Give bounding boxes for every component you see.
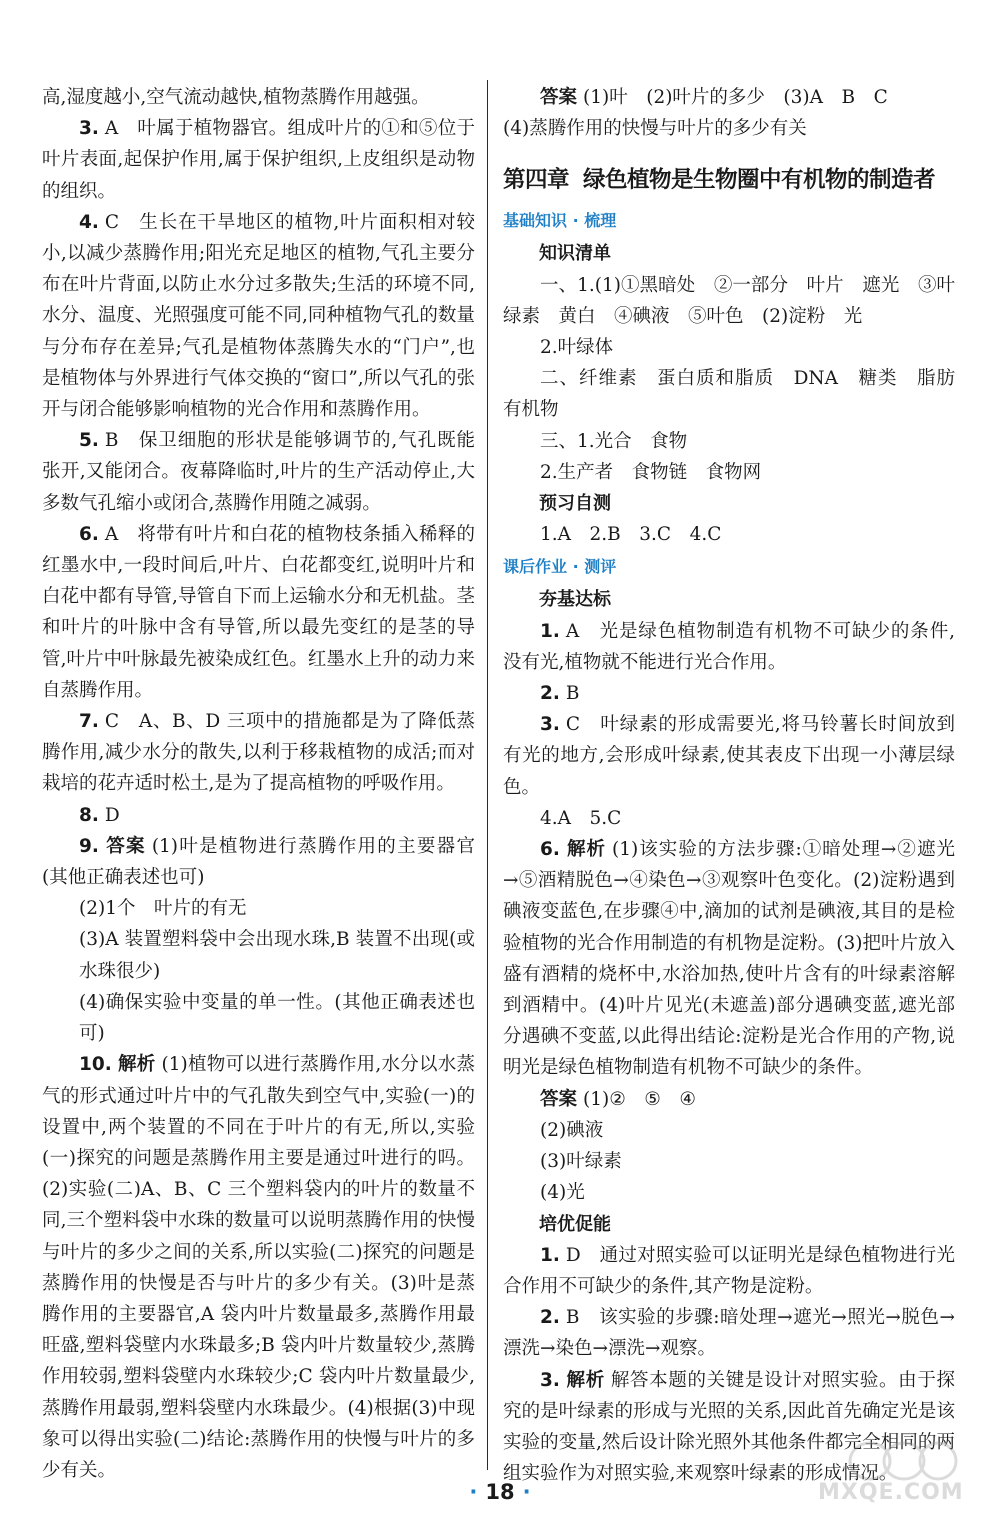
section-heading: 课后作业 · 测评 xyxy=(503,557,617,577)
item-text: D 通过对照实验可以证明光是绿色植物进行光合作用不可缺少的条件,其产物是淀粉。 xyxy=(503,1244,955,1297)
folio-dot: · xyxy=(469,1480,478,1504)
left-column xyxy=(42,82,475,1486)
answer-item-5 xyxy=(42,425,475,519)
item-number: 1. xyxy=(540,1244,560,1266)
sub-answer: (3)叶绿素 xyxy=(540,1151,622,1173)
item-text: (1)植物可以进行蒸腾作用,水分以水蒸气的形式通过叶片中的气孔散失到空气中,实验(一)的设置中,两个装置的不同在于叶片的有无,所以,实验(一)探究的问题是蒸腾作用主要是通过叶进行的吗。(2)实验(二)A、B、C 三个塑料袋内的叶片的数量不同,三个塑料袋中水珠的数量可以说明蒸腾作用的快慢与叶片的多少之间的关系,所以实验(二)探究的问题是蒸腾作用的快慢是否与叶片的多少有关。(3)叶是蒸腾作用的主要器官,A 袋内叶片数量最多,蒸腾作用最旺盛,塑料袋壁内水珠最多;B 袋内叶片数量较少,蒸腾作用较弱,塑料袋壁内水珠较少;C 袋内叶片数量最少,蒸腾作用最弱,塑料袋壁内水珠最少。(4)根据(3)中现象可以得出实验(二)结论:蒸腾作用的快慢与叶片的多少有关。 xyxy=(42,1054,475,1481)
item-number: 3. xyxy=(540,714,560,736)
item-number: 1. xyxy=(540,620,560,642)
knowledge-line: 二、纤维素 蛋白质和脂质 DNA 糖类 脂肪 有机物 xyxy=(503,368,974,421)
item-number: 8. xyxy=(79,804,99,826)
item-text: C A、B、D 三项中的措施都是为了降低蒸腾作用,减少水分的散失,以利于移栽植物的成活;而对栽培的花卉适时松土,是为了提高植物的呼吸作用。 xyxy=(42,711,475,795)
item-text: B xyxy=(565,683,580,705)
item-number: 9. xyxy=(79,835,99,857)
page-number-value: 18 xyxy=(485,1480,515,1504)
knowledge-line: 2.叶绿体 xyxy=(540,337,614,359)
item-number: 3. xyxy=(540,1369,560,1391)
answer-line xyxy=(503,82,955,113)
answer-item xyxy=(503,709,955,803)
section-heading: 基础知识 · 梳理 xyxy=(503,211,617,231)
answer-text: (1)叶 (2)叶片的多少 (3)A B C xyxy=(583,87,888,108)
item-number: 2. xyxy=(540,1307,560,1329)
answer-label: 答案 xyxy=(104,835,146,857)
answer-item-7 xyxy=(42,706,475,800)
answer-item-4 xyxy=(42,207,475,425)
item-number: 5. xyxy=(79,430,99,452)
sub-answer: (4)光 xyxy=(540,1182,585,1204)
item-text: B 该实验的步骤:暗处理→遮光→照光→脱色→漂洗→染色→漂洗→观察。 xyxy=(503,1307,955,1360)
analysis-label: 解析 xyxy=(565,1369,605,1391)
answer-line: (4)蒸腾作用的快慢与叶片的多少有关 xyxy=(503,118,807,140)
chapter-number: 第四章 xyxy=(503,167,570,194)
sub-answer: (4)确保实验中变量的单一性。(其他正确表述也可) xyxy=(79,991,475,1045)
sub-answer: (2)碘液 xyxy=(540,1119,604,1141)
analysis-label: 解析 xyxy=(565,839,607,861)
watermark-logo-icon xyxy=(848,1440,958,1482)
knowledge-line: 一、1.(1)①黑暗处 ②一部分 叶片 遮光 ③叶绿素 黄白 ④碘液 ⑤叶色 (2)淀粉 光 xyxy=(503,274,955,327)
item-text: (1)叶是植物进行蒸腾作用的主要器官(其他正确表述也可) xyxy=(42,835,475,889)
item-text: A 将带有叶片和白花的植物枝条插入稀释的红墨水中,一段时间后,叶片、白花都变红,说明叶片和白花中都有导管,导管自下而上运输水分和无机盐。茎和叶片的叶脉中含有导管,所以最先变红的是茎的导管,叶片中叶脉最先被染成红色。红墨水上升的动力来自蒸腾作用。 xyxy=(42,523,475,701)
answer-line xyxy=(503,1084,955,1115)
item-text: (1)该实验的方法步骤:①暗处理→②遮光→⑤酒精脱色→④染色→③观察叶色变化。(2)淀粉遇到碘液变蓝色,在步骤④中,滴加的试剂是碘液,其目的是检验植物的光合作用制造的有机物是淀粉。(3)把叶片放入盛有酒精的烧杯中,水浴加热,使叶片含有的叶绿素溶解到酒精中。(4)叶片见光(未遮盖)部分遇碘变蓝,遮光部分遇碘不变蓝,以此得出结论:淀粉是光合作用的产物,说明光是绿色植物制造有机物不可缺少的条件。 xyxy=(503,839,955,1079)
item-number: 3. xyxy=(79,118,99,140)
item-number: 4. xyxy=(79,211,99,233)
answer-item-6 xyxy=(42,519,475,706)
subsection-heading: 知识清单 xyxy=(539,243,611,265)
item-text: C 叶绿素的形成需要光,将马铃薯长时间放到有光的地方,会形成叶绿素,使其表皮下出现一小薄层绿色。 xyxy=(503,714,955,798)
paragraph: 高,湿度越小,空气流动越快,植物蒸腾作用越强。 xyxy=(42,87,430,108)
item-text: A 光是绿色植物制造有机物不可缺少的条件,没有光,植物就不能进行光合作用。 xyxy=(503,620,955,673)
chapter-heading xyxy=(503,160,955,200)
subsection-heading: 培优促能 xyxy=(539,1213,611,1235)
item-number: 2. xyxy=(540,683,560,705)
sub-answer: (2)1个 叶片的有无 xyxy=(79,898,247,920)
answer-item: 4.A 5.C xyxy=(540,807,622,829)
item-number: 6. xyxy=(79,523,99,545)
item-text: 解答本题的关键是设计对照实验。由于探究的是叶绿素的形成与光照的关系,因此首先确定光是该实验的变量,然后设计除光照外其他条件都完全相同的两组实验作为对照实验,来观察叶绿素的形成情况。 xyxy=(503,1369,955,1485)
column-divider xyxy=(487,80,488,1470)
answer-item xyxy=(503,678,955,709)
preview-answers: 1.A 2.B 3.C 4.C xyxy=(540,524,722,546)
right-column xyxy=(503,82,974,1489)
subsection-heading: 预习自测 xyxy=(539,493,611,515)
answer-item-8 xyxy=(42,800,475,831)
item-number: 7. xyxy=(79,711,99,733)
answer-label: 答案 xyxy=(540,1088,578,1110)
sub-answer: (3)A 装置塑料袋中会出现水珠,B 装置不出现(或水珠很少) xyxy=(79,929,475,982)
chapter-title: 绿色植物是生物圈中有机物的制造者 xyxy=(583,167,936,194)
item-number: 10. xyxy=(79,1054,112,1076)
answer-item xyxy=(503,834,955,1084)
item-text: C 生长在干旱地区的植物,叶片面积相对较小,以减少蒸腾作用;阳光充足地区的植物,气孔主要分布在叶片背面,以防止水分过多散失;生活的环境不同,水分、温度、光照强度可能不同,同种植物气孔的数量与分布存在差异;气孔是植物体蒸腾失水的“门户”,也是植物体与外界进行气体交换的“窗口”,所以气孔的张开与闭合能够影响植物的光合作用和蒸腾作用。 xyxy=(42,211,475,421)
answer-item xyxy=(503,1240,955,1302)
item-number: 6. xyxy=(540,839,560,861)
item-text: D xyxy=(104,804,120,826)
answer-item xyxy=(503,1302,955,1364)
answer-item-3 xyxy=(42,113,475,207)
watermark xyxy=(800,1440,980,1516)
knowledge-line: 三、1.光合 食物 xyxy=(540,430,688,452)
folio-dot: · xyxy=(522,1480,531,1504)
item-text: A 叶属于植物器官。组成叶片的①和⑤位于叶片表面,起保护作用,属于保护组织,上皮组织是动物的组织。 xyxy=(42,118,475,202)
answer-item-10 xyxy=(42,1049,475,1486)
analysis-label: 解析 xyxy=(117,1054,156,1076)
answer-label: 答案 xyxy=(540,87,578,108)
subsection-heading: 夯基达标 xyxy=(539,589,611,611)
answer-item xyxy=(503,616,955,678)
item-text: B 保卫细胞的形状是能够调节的,气孔既能张开,又能闭合。夜幕降临时,叶片的生产活动停止,大多数气孔缩小或闭合,蒸腾作用随之减弱。 xyxy=(42,430,475,514)
watermark-text: MXQE.COM xyxy=(818,1480,964,1505)
knowledge-line: 2.生产者 食物链 食物网 xyxy=(540,461,762,483)
answer-text: (1)② ⑤ ④ xyxy=(583,1088,696,1110)
answer-item-9 xyxy=(42,831,475,893)
